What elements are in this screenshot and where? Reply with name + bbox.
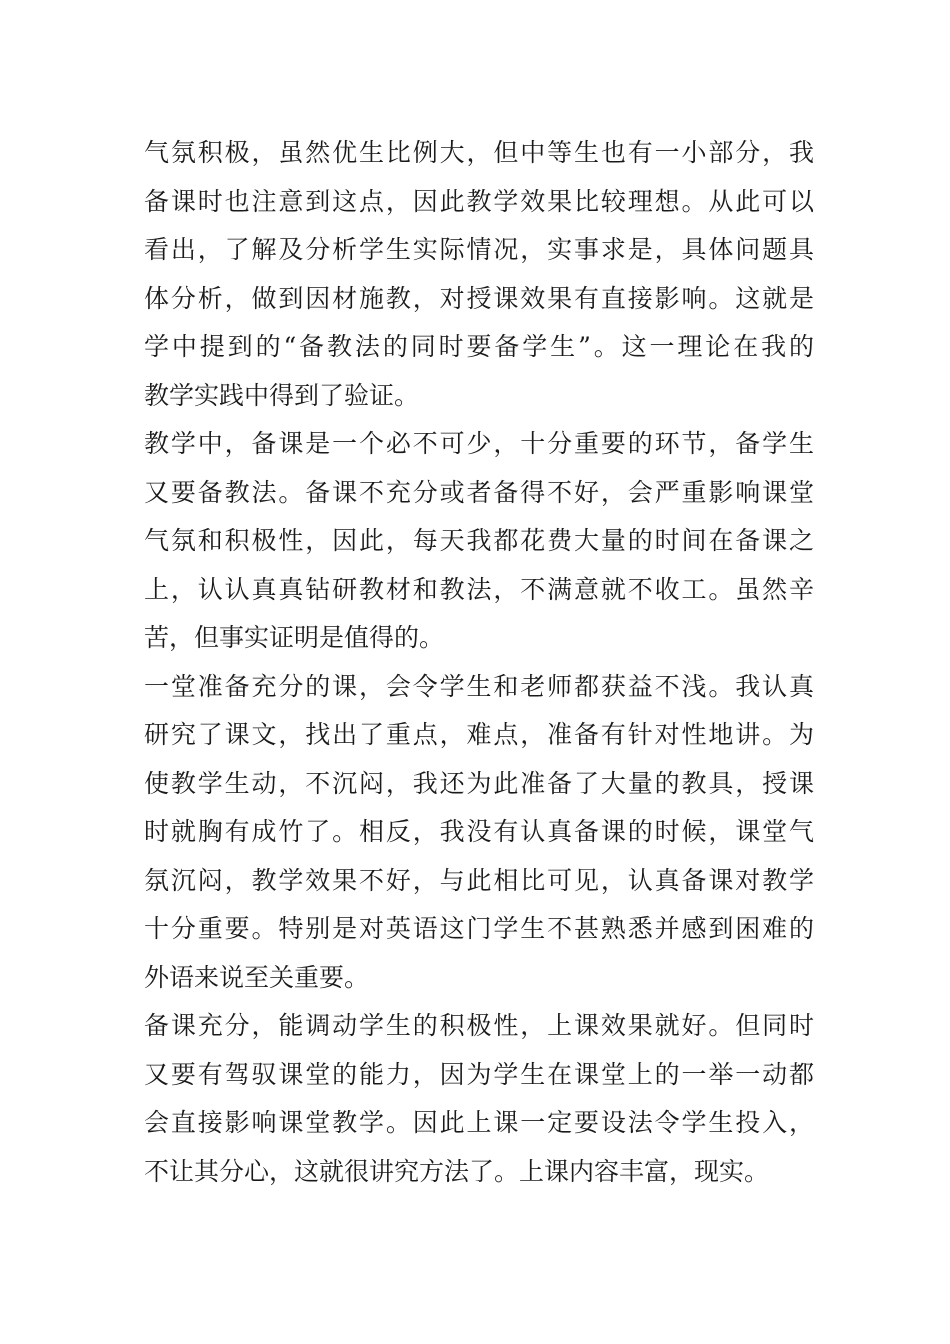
text-line: 备课时也注意到这点，因此教学效果比较理想。从此可以	[144, 186, 814, 216]
text-line: 体分析，做到因材施教，对授课效果有直接影响。这就是	[144, 283, 814, 313]
text-line: 使教学生动，不沉闷，我还为此准备了大量的教具，授课	[144, 768, 814, 798]
text-line: 外语来说至关重要。	[144, 962, 370, 992]
body-text	[144, 129, 814, 1196]
text-line: 备课充分，能调动学生的积极性，上课效果就好。但同时	[144, 1011, 814, 1040]
text-line: 不让其分心，这就很讲究方法了。上课内容丰富，现实。	[144, 1156, 770, 1186]
text-line: 教学中，备课是一个必不可少，十分重要的环节，备学生	[144, 429, 814, 458]
text-line: 教学实践中得到了验证。	[144, 380, 420, 410]
text-line: 气氛积极，虽然优生比例大，但中等生也有一小部分，我	[144, 138, 814, 167]
text-line: 一堂准备充分的课，会令学生和老师都获益不浅。我认真	[144, 671, 814, 701]
text-line: 苦，但事实证明是值得的。	[144, 623, 445, 652]
text-line: 上，认认真真钻研教材和教法，不满意就不收工。虽然辛	[144, 574, 814, 604]
text-line: 气氛和积极性，因此，每天我都花费大量的时间在备课之	[144, 526, 814, 555]
text-line: 会直接影响课堂教学。因此上课一定要设法令学生投入，	[144, 1108, 814, 1137]
text-line: 学中提到的“备教法的同时要备学生”。这一理论在我的	[144, 332, 814, 361]
text-line: 看出，了解及分析学生实际情况，实事求是，具体问题具	[144, 235, 814, 264]
text-line: 氛沉闷，教学效果不好，与此相比可见，认真备课对教学	[144, 865, 814, 895]
text-line: 研究了课文，找出了重点，难点，准备有针对性地讲。为	[144, 720, 814, 749]
text-line: 十分重要。特别是对英语这门学生不甚熟悉并感到困难的	[144, 914, 814, 943]
text-line: 时就胸有成竹了。相反，我没有认真备课的时候，课堂气	[144, 817, 814, 846]
text-line: 又要备教法。备课不充分或者备得不好，会严重影响课堂	[144, 477, 814, 507]
text-line: 又要有驾驭课堂的能力，因为学生在课堂上的一举一动都	[144, 1059, 814, 1089]
